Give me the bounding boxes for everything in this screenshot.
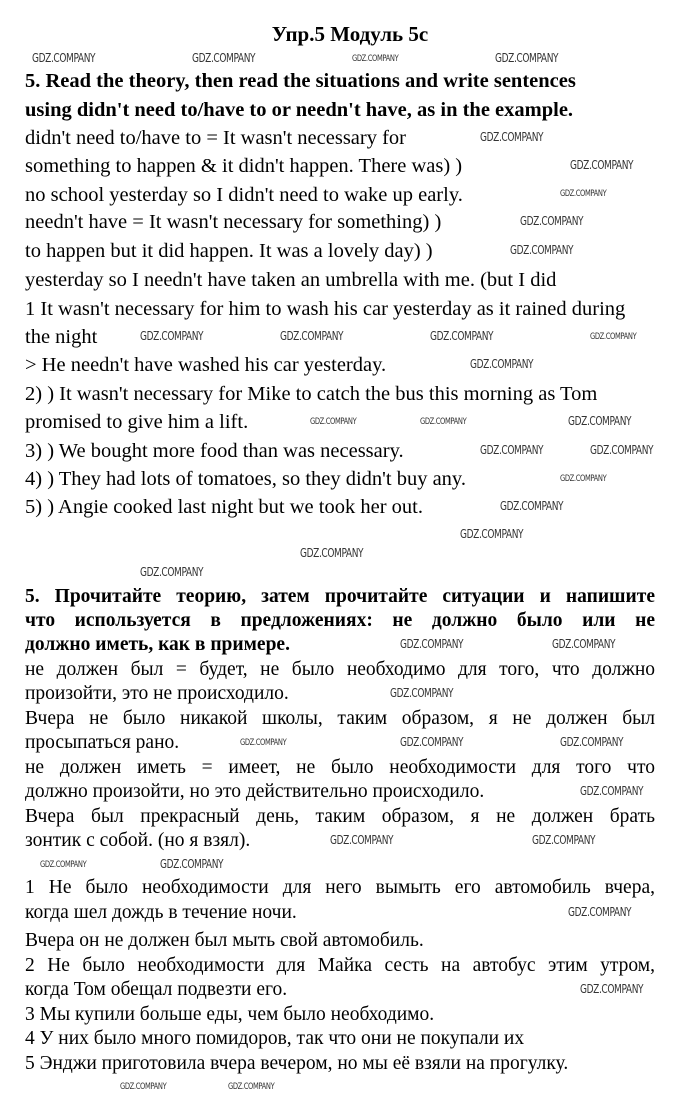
watermark: GDZ.COMPANY	[568, 905, 632, 919]
watermark: GDZ.COMPANY	[400, 735, 464, 749]
watermark: GDZ.COMPANY	[495, 51, 559, 65]
text-line: didn't need to/have to = It wasn't necessary for	[25, 127, 407, 149]
text-line: зонтик с собой. (но я взял).	[25, 830, 251, 851]
watermark: GDZ.COMPANY	[520, 214, 584, 228]
watermark: GDZ.COMPANY	[310, 417, 357, 427]
task-heading-en: 5. Read the theory, then read the situations and write sentences	[25, 70, 576, 92]
text-line: когда Том обещал подвезти его.	[25, 979, 288, 1000]
answer-line: Вчера он не должен был мыть свой автомобиль.	[25, 930, 424, 951]
text-line: 1 Не было необходимости для него вымыть его автомобиль вчера,	[25, 877, 655, 898]
text-line: Вчера не было никакой школы, таким образом, я не должен был	[25, 708, 655, 729]
text-line: 4) ) They had lots of tomatoes, so they didn't buy any.	[25, 468, 466, 490]
watermark: GDZ.COMPANY	[580, 784, 644, 798]
text-line: something to happen & it didn't happen. There was) )	[25, 155, 463, 177]
watermark: GDZ.COMPANY	[560, 189, 607, 199]
text-line: promised to give him a lift.	[25, 411, 249, 433]
watermark: GDZ.COMPANY	[430, 329, 494, 343]
watermark: GDZ.COMPANY	[480, 130, 544, 144]
text-line: Вчера был прекрасный день, таким образом, я не должен брать	[25, 806, 655, 827]
watermark: GDZ.COMPANY	[470, 357, 534, 371]
text-line: не должен иметь = имеет, не было необходимости для того что	[25, 757, 655, 778]
watermark: GDZ.COMPANY	[568, 414, 632, 428]
watermark: GDZ.COMPANY	[192, 51, 256, 65]
watermark: GDZ.COMPANY	[140, 565, 204, 579]
watermark: GDZ.COMPANY	[590, 332, 637, 342]
watermark: GDZ.COMPANY	[352, 54, 399, 64]
watermark: GDZ.COMPANY	[580, 982, 644, 996]
text-line: to happen but it did happen. It was a lovely day) )	[25, 240, 433, 262]
watermark: GDZ.COMPANY	[500, 499, 564, 513]
text-line: needn't have = It wasn't necessary for something) )	[25, 211, 442, 233]
text-line: no school yesterday so I didn't need to wake up early.	[25, 184, 463, 206]
watermark: GDZ.COMPANY	[480, 443, 544, 457]
watermark: GDZ.COMPANY	[570, 158, 634, 172]
watermark: GDZ.COMPANY	[560, 474, 607, 484]
watermark: GDZ.COMPANY	[160, 857, 224, 871]
text-line: 5) ) Angie cooked last night but we took her out.	[25, 496, 423, 518]
text-line: просыпаться рано.	[25, 732, 180, 753]
watermark: GDZ.COMPANY	[240, 738, 287, 748]
watermark: GDZ.COMPANY	[300, 546, 364, 560]
text-line: не должен был = будет, не было необходимо для того, что должно	[25, 659, 655, 680]
text-line: yesterday so I needn't have taken an umbrella with me. (but I did	[25, 269, 557, 291]
answer-line: > He needn't have washed his car yesterday.	[25, 354, 387, 376]
text-line: 1 It wasn't necessary for him to wash his car yesterday as it rained during	[25, 298, 626, 320]
watermark: GDZ.COMPANY	[420, 417, 467, 427]
text-line: должно произойти, но это действительно происходило.	[25, 781, 485, 802]
text-line: 2) ) It wasn't necessary for Mike to catch the bus this morning as Tom	[25, 383, 598, 405]
watermark: GDZ.COMPANY	[590, 443, 654, 457]
watermark: GDZ.COMPANY	[460, 527, 524, 541]
watermark: GDZ.COMPANY	[552, 637, 616, 651]
watermark: GDZ.COMPANY	[560, 735, 624, 749]
text-line: 3) ) We bought more food than was necessary.	[25, 440, 404, 462]
text-line: 3 Мы купили больше еды, чем было необходимо.	[25, 1004, 435, 1025]
text-line: the night	[25, 326, 98, 348]
text-line: 2 Не было необходимости для Майка сесть на автобус этим утром,	[25, 955, 655, 976]
watermark: GDZ.COMPANY	[32, 51, 96, 65]
watermark: GDZ.COMPANY	[228, 1082, 275, 1092]
watermark: GDZ.COMPANY	[390, 686, 454, 700]
watermark: GDZ.COMPANY	[330, 833, 394, 847]
watermark: GDZ.COMPANY	[400, 637, 464, 651]
task-heading-ru: должно иметь, как в примере.	[25, 634, 290, 655]
watermark: GDZ.COMPANY	[120, 1082, 167, 1092]
page-title: Упр.5 Модуль 5с	[271, 22, 429, 46]
text-line: 5 Энджи приготовила вчера вечером, но мы её взяли на прогулку.	[25, 1053, 569, 1074]
watermark: GDZ.COMPANY	[280, 329, 344, 343]
watermark: GDZ.COMPANY	[510, 243, 574, 257]
text-line: когда шел дождь в течение ночи.	[25, 902, 297, 923]
text-line: произойти, это не происходило.	[25, 683, 289, 704]
task-heading-ru: что используется в предложениях: не должно было или не	[25, 610, 655, 631]
watermark: GDZ.COMPANY	[532, 833, 596, 847]
task-heading-en: using didn't need to/have to or needn't have, as in the example.	[25, 99, 574, 121]
watermark: GDZ.COMPANY	[40, 860, 87, 870]
text-line: 4 У них было много помидоров, так что они не покупали их	[25, 1028, 525, 1049]
task-heading-ru: 5. Прочитайте теорию, затем прочитайте ситуации и напишите	[25, 586, 655, 607]
watermark: GDZ.COMPANY	[140, 329, 204, 343]
